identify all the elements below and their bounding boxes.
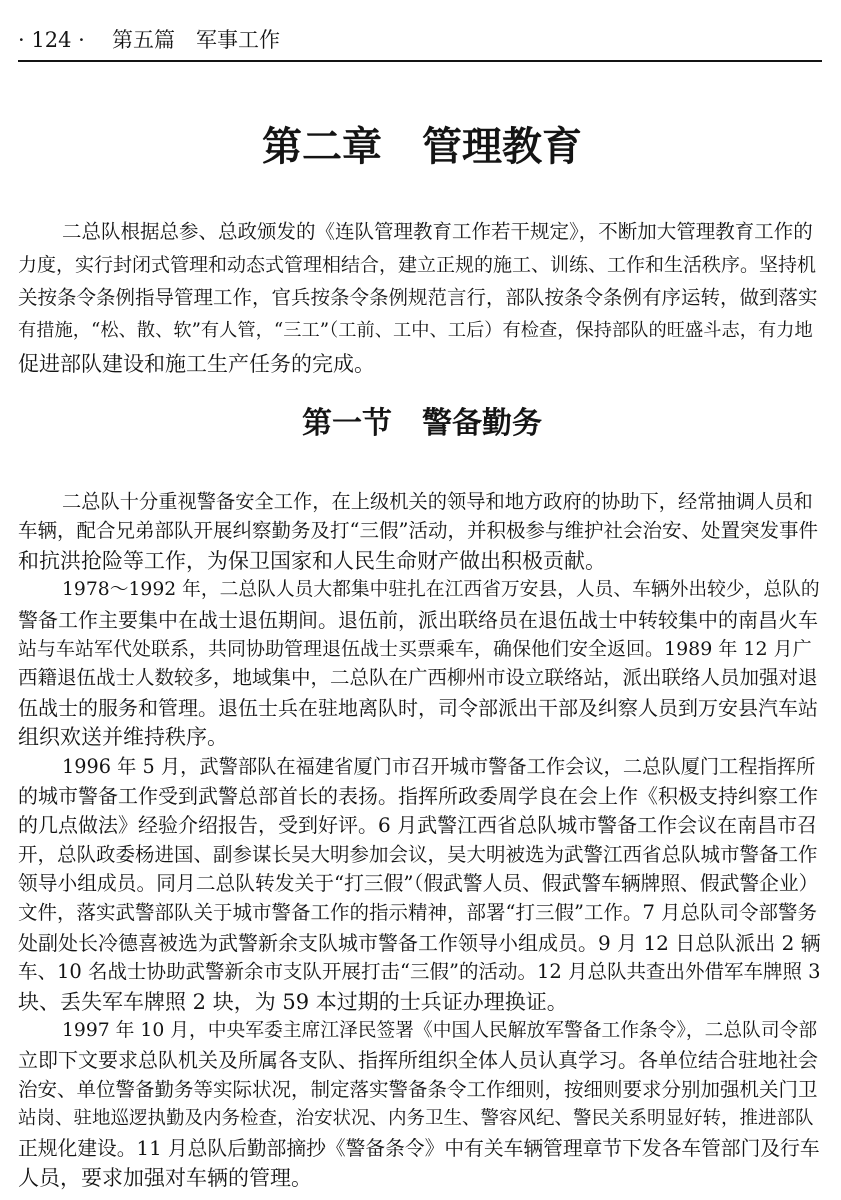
intro-line: 二总队根据总参、总政颁发的《连队管理教育工作若干规定》，不断加大管理教育工作的: [62, 220, 813, 243]
body-line: 站岗、驻地巡逻执勤及内务检查，治安状况、内务卫生、警容风纪、警民关系明显好转，推进部队: [18, 1108, 814, 1130]
body-line: 伍战士的服务和管理。退伍士兵在驻地离队时，司令部派出干部及纠察人员到万安县汽车站: [18, 695, 818, 720]
body-line: 处副处长冷德喜被选为武警新余支队城市警备工作领导小组成员。9 月 12 日总队派出 2 辆: [18, 930, 821, 955]
body-line: 1978～1992 年，二总队人员大都集中驻扎在江西省万安县，人员、车辆外出较少，总队的: [62, 579, 820, 601]
body-line: 的几点做法》经验介绍报告，受到好评。6 月武警江西省总队城市警备工作会议在南昌市召: [18, 813, 818, 838]
body-line: 1996 年 5 月，武警部队在福建省厦门市召开城市警备工作会议，二总队厦门工程指挥所: [62, 754, 816, 778]
body-line: 的城市警备工作受到武警总部首长的表扬。指挥所政委周学良在会上作《积极支持纠察工作: [18, 783, 818, 808]
intro-line: 促进部队建设和施工生产任务的完成。: [18, 352, 375, 376]
body-line: 人员，要求加强对车辆的管理。: [18, 1166, 312, 1190]
part-label: 第五篇: [112, 28, 175, 52]
body-line: 站与车站军代处联系，共同协助管理退伍战士买票乘车，确保他们安全返回。1989 年 12 月广: [18, 637, 812, 660]
body-line: 开，总队政委杨进国、副参谋长吴大明参加会议，吴大明被选为武警江西省总队城市警备工作: [18, 842, 818, 866]
body-line: 组织欢送并维持秩序。: [18, 725, 228, 750]
body-line: 和抗洪抢险等工作，为保卫国家和人民生命财产做出积极贡献。: [18, 548, 606, 573]
body-line: 治安、单位警备勤务等实际状况，制定落实警备条令工作细则，按细则要求分别加强机关门卫: [18, 1077, 818, 1101]
page-number: · 124 ·: [18, 28, 85, 52]
body-line: 正规化建设。11 月总队后勤部摘抄《警备条令》中有关车辆管理章节下发各车管部门及行车: [18, 1136, 820, 1160]
body-line: 二总队十分重视警备安全工作，在上级机关的领导和地方政府的协助下，经常抽调人员和: [62, 490, 813, 513]
body-line: 车辆，配合兄弟部队开展纠察勤务及打“三假”活动，并积极参与维护社会治安、处置突发事件: [18, 519, 818, 543]
body-line: 立即下文要求总队机关及所属各支队、指挥所组织全体人员认真学习。各单位结合驻地社会: [18, 1048, 818, 1073]
body-line: 文件，落实武警部队关于城市警备工作的指示精神，部署“打三假”工作。7 月总队司令部警务: [18, 901, 818, 925]
body-line: 领导小组成员。同月二总队转发关于“打三假”（假武警人员、假武警车辆牌照、假武警企业）: [18, 872, 819, 896]
body-line: 警备工作主要集中在战士退伍期间。退伍前，派出联络员在退伍战士中转较集中的南昌火车: [18, 607, 818, 632]
section-label: 军事工作: [196, 28, 280, 52]
intro-line: 有措施，“松、散、软”有人管，“三工”（工前、工中、工后）有检查，保持部队的旺盛斗志，有力地: [18, 320, 813, 341]
body-line: 1997 年 10 月，中央军委主席江泽民签署《中国人民解放军警备工作条令》，二总队司令部: [62, 1020, 818, 1042]
body-line: 块、丢失军车牌照 2 块，为 59 本过期的士兵证办理换证。: [18, 989, 568, 1014]
body-line: 西籍退伍战士人数较多，地域集中，二总队在广西柳州市设立联络站，派出联络人员加强对退: [18, 666, 818, 690]
chapter-title: 第二章 管理教育: [262, 123, 582, 170]
body-line: 车、10 名战士协助武警新余市支队开展打击“三假”的活动。12 月总队共查出外借军车牌照 3: [18, 960, 821, 984]
intro-line: 力度，实行封闭式管理和动态式管理相结合，建立正规的施工、训练、工作和生活秩序。坚持机: [18, 254, 817, 276]
header-rule: [18, 60, 822, 62]
section-title: 第一节 警备勤务: [302, 406, 542, 441]
intro-line: 关按条令条例指导管理工作，官兵按条令条例规范言行，部队按条令条例有序运转，做到落实: [18, 286, 818, 309]
